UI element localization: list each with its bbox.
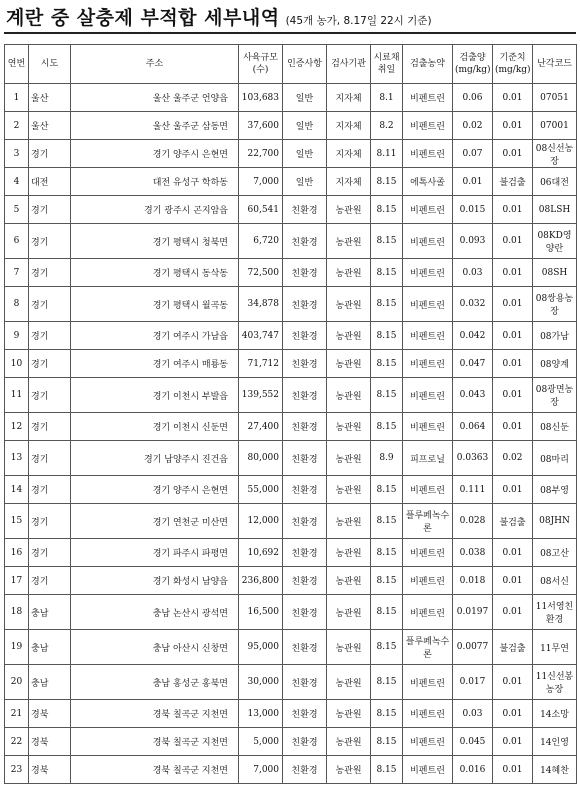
cell-inspector: 지자체 (327, 84, 371, 112)
cell-egg-code: 08부영 (533, 476, 577, 504)
cell-egg-code: 14인영 (533, 728, 577, 756)
cell-inspector: 농관원 (327, 504, 371, 539)
cell-certification: 친환경 (283, 476, 327, 504)
cell-limit: 0.01 (493, 539, 533, 567)
cell-inspector: 농관원 (327, 350, 371, 378)
cell-limit: 불검출 (493, 168, 533, 196)
cell-limit: 0.01 (493, 350, 533, 378)
cell-inspector: 농관원 (327, 413, 371, 441)
table-row (5, 350, 577, 378)
header-row (5, 45, 577, 84)
cell-limit: 0.01 (493, 224, 533, 259)
cell-province: 경북 (29, 756, 71, 784)
cell-egg-code: 14소망 (533, 700, 577, 728)
cell-pesticide: 비펜트린 (403, 259, 453, 287)
cell-address: 경기 광주시 곤지암읍 (71, 196, 239, 224)
table-row (5, 595, 577, 630)
cell-flock-size: 103,683 (239, 84, 283, 112)
cell-address: 경기 파주시 파평면 (71, 539, 239, 567)
cell-flock-size: 139,552 (239, 378, 283, 413)
cell-inspector: 농관원 (327, 539, 371, 567)
cell-pesticide: 비펜트린 (403, 476, 453, 504)
cell-flock-size: 7,000 (239, 168, 283, 196)
cell-detected: 0.093 (453, 224, 493, 259)
cell-limit: 0.01 (493, 595, 533, 630)
cell-sample-date: 8.15 (371, 539, 403, 567)
cell-flock-size: 71,712 (239, 350, 283, 378)
cell-pesticide: 피프로닐 (403, 441, 453, 476)
cell-sample-date: 8.11 (371, 140, 403, 168)
cell-pesticide: 비펜트린 (403, 665, 453, 700)
cell-no: 12 (5, 413, 29, 441)
cell-address: 경북 칠곡군 지천면 (71, 728, 239, 756)
cell-detected: 0.064 (453, 413, 493, 441)
cell-flock-size: 10,692 (239, 539, 283, 567)
cell-limit: 0.01 (493, 322, 533, 350)
cell-limit: 0.01 (493, 140, 533, 168)
cell-flock-size: 60,541 (239, 196, 283, 224)
table-body (5, 84, 577, 784)
cell-flock-size: 236,800 (239, 567, 283, 595)
cell-certification: 친환경 (283, 441, 327, 476)
cell-certification: 일반 (283, 84, 327, 112)
cell-inspector: 지자체 (327, 168, 371, 196)
header-col-province: 시도 (29, 45, 71, 84)
cell-egg-code: 08양계 (533, 350, 577, 378)
cell-egg-code: 08광면농장 (533, 378, 577, 413)
cell-address: 경기 평택시 청북면 (71, 224, 239, 259)
cell-no: 13 (5, 441, 29, 476)
table-row (5, 140, 577, 168)
cell-sample-date: 8.15 (371, 756, 403, 784)
cell-address: 경기 여주시 매룡동 (71, 350, 239, 378)
cell-inspector: 농관원 (327, 441, 371, 476)
cell-detected: 0.0077 (453, 630, 493, 665)
header-col-no: 연번 (5, 45, 29, 84)
cell-egg-code: 08서신 (533, 567, 577, 595)
table-row (5, 630, 577, 665)
cell-detected: 0.06 (453, 84, 493, 112)
table-row (5, 84, 577, 112)
cell-flock-size: 30,000 (239, 665, 283, 700)
cell-detected: 0.015 (453, 196, 493, 224)
cell-certification: 일반 (283, 112, 327, 140)
cell-address: 경기 여주시 가남읍 (71, 322, 239, 350)
cell-limit: 0.01 (493, 728, 533, 756)
cell-limit: 0.01 (493, 287, 533, 322)
table-row (5, 728, 577, 756)
cell-flock-size: 37,600 (239, 112, 283, 140)
cell-limit: 0.01 (493, 196, 533, 224)
table-row (5, 378, 577, 413)
cell-province: 경북 (29, 700, 71, 728)
cell-address: 경기 평택시 월곡동 (71, 287, 239, 322)
cell-egg-code: 08JHN (533, 504, 577, 539)
cell-sample-date: 8.15 (371, 378, 403, 413)
cell-inspector: 지자체 (327, 140, 371, 168)
cell-pesticide: 비펜트린 (403, 378, 453, 413)
cell-egg-code: 11무연 (533, 630, 577, 665)
cell-sample-date: 8.15 (371, 476, 403, 504)
cell-detected: 0.03 (453, 259, 493, 287)
cell-inspector: 농관원 (327, 756, 371, 784)
cell-certification: 친환경 (283, 504, 327, 539)
cell-address: 경기 평택시 동삭동 (71, 259, 239, 287)
cell-address: 울산 울주군 삼동면 (71, 112, 239, 140)
cell-sample-date: 8.15 (371, 287, 403, 322)
cell-no: 17 (5, 567, 29, 595)
cell-certification: 친환경 (283, 196, 327, 224)
cell-pesticide: 비펜트린 (403, 140, 453, 168)
table-row (5, 756, 577, 784)
cell-limit: 0.01 (493, 378, 533, 413)
table-row (5, 112, 577, 140)
header-col-pesticide: 검출농약 (403, 45, 453, 84)
cell-province: 경기 (29, 378, 71, 413)
cell-limit: 0.01 (493, 413, 533, 441)
cell-detected: 0.032 (453, 287, 493, 322)
cell-no: 20 (5, 665, 29, 700)
cell-province: 경기 (29, 476, 71, 504)
cell-certification: 친환경 (283, 567, 327, 595)
cell-province: 경기 (29, 539, 71, 567)
cell-inspector: 농관원 (327, 196, 371, 224)
cell-no: 22 (5, 728, 29, 756)
cell-sample-date: 8.15 (371, 350, 403, 378)
cell-pesticide: 비펜트린 (403, 350, 453, 378)
cell-egg-code: 11신선봉농장 (533, 665, 577, 700)
cell-detected: 0.042 (453, 322, 493, 350)
cell-detected: 0.01 (453, 168, 493, 196)
cell-inspector: 농관원 (327, 728, 371, 756)
cell-egg-code: 08신선농장 (533, 140, 577, 168)
cell-detected: 0.016 (453, 756, 493, 784)
cell-limit: 0.01 (493, 84, 533, 112)
cell-no: 3 (5, 140, 29, 168)
cell-address: 경기 화성시 남양읍 (71, 567, 239, 595)
cell-egg-code: 07001 (533, 112, 577, 140)
cell-province: 울산 (29, 112, 71, 140)
cell-no: 23 (5, 756, 29, 784)
cell-certification: 친환경 (283, 756, 327, 784)
cell-detected: 0.038 (453, 539, 493, 567)
table-row (5, 287, 577, 322)
cell-pesticide: 비펜트린 (403, 84, 453, 112)
cell-address: 충남 홍성군 홍북면 (71, 665, 239, 700)
cell-detected: 0.028 (453, 504, 493, 539)
cell-egg-code: 11서영친환경 (533, 595, 577, 630)
cell-egg-code: 14혜찬 (533, 756, 577, 784)
cell-pesticide: 플루페녹수론 (403, 504, 453, 539)
cell-sample-date: 8.15 (371, 504, 403, 539)
table-row (5, 665, 577, 700)
title-underline (4, 32, 576, 34)
header-col-egg-code: 난각코드 (533, 45, 577, 84)
table-row (5, 322, 577, 350)
cell-detected: 0.0363 (453, 441, 493, 476)
cell-sample-date: 8.15 (371, 196, 403, 224)
table-row (5, 700, 577, 728)
cell-pesticide: 비펜트린 (403, 322, 453, 350)
cell-inspector: 농관원 (327, 630, 371, 665)
cell-sample-date: 8.1 (371, 84, 403, 112)
table-row (5, 504, 577, 539)
cell-egg-code: 08신둔 (533, 413, 577, 441)
cell-no: 4 (5, 168, 29, 196)
cell-inspector: 농관원 (327, 665, 371, 700)
table-row (5, 539, 577, 567)
cell-province: 경기 (29, 140, 71, 168)
cell-province: 경기 (29, 413, 71, 441)
cell-limit: 불검출 (493, 504, 533, 539)
cell-sample-date: 8.15 (371, 168, 403, 196)
pesticide-table (4, 44, 577, 784)
cell-limit: 0.01 (493, 476, 533, 504)
cell-sample-date: 8.15 (371, 595, 403, 630)
cell-egg-code: 08고산 (533, 539, 577, 567)
cell-sample-date: 8.15 (371, 700, 403, 728)
cell-certification: 일반 (283, 168, 327, 196)
cell-detected: 0.0197 (453, 595, 493, 630)
cell-no: 11 (5, 378, 29, 413)
header-col-limit: 기준치(mg/kg) (493, 45, 533, 84)
cell-sample-date: 8.9 (371, 441, 403, 476)
cell-detected: 0.111 (453, 476, 493, 504)
cell-no: 1 (5, 84, 29, 112)
cell-certification: 친환경 (283, 728, 327, 756)
cell-province: 경기 (29, 350, 71, 378)
cell-sample-date: 8.15 (371, 630, 403, 665)
page-title: 계란 중 살충제 부적합 세부내역 (6, 7, 280, 29)
cell-no: 14 (5, 476, 29, 504)
cell-certification: 친환경 (283, 700, 327, 728)
cell-detected: 0.07 (453, 140, 493, 168)
cell-egg-code: 08마리 (533, 441, 577, 476)
cell-address: 충남 논산시 광석면 (71, 595, 239, 630)
cell-flock-size: 95,000 (239, 630, 283, 665)
cell-no: 5 (5, 196, 29, 224)
cell-detected: 0.043 (453, 378, 493, 413)
cell-detected: 0.02 (453, 112, 493, 140)
cell-sample-date: 8.15 (371, 259, 403, 287)
cell-address: 경기 남양주시 진건읍 (71, 441, 239, 476)
cell-no: 18 (5, 595, 29, 630)
cell-detected: 0.047 (453, 350, 493, 378)
cell-address: 경북 칠곡군 지천면 (71, 756, 239, 784)
cell-sample-date: 8.15 (371, 322, 403, 350)
cell-egg-code: 08KD영양란 (533, 224, 577, 259)
cell-sample-date: 8.15 (371, 665, 403, 700)
cell-province: 경기 (29, 322, 71, 350)
header-col-flock-size: 사육규모(수) (239, 45, 283, 84)
cell-address: 경기 이천시 신둔면 (71, 413, 239, 441)
cell-detected: 0.018 (453, 567, 493, 595)
cell-flock-size: 12,000 (239, 504, 283, 539)
cell-address: 울산 울주군 언양읍 (71, 84, 239, 112)
cell-flock-size: 22,700 (239, 140, 283, 168)
cell-no: 10 (5, 350, 29, 378)
cell-inspector: 농관원 (327, 378, 371, 413)
cell-address: 경기 양주시 은현면 (71, 140, 239, 168)
cell-province: 경기 (29, 224, 71, 259)
cell-province: 충남 (29, 630, 71, 665)
cell-province: 경기 (29, 259, 71, 287)
cell-inspector: 농관원 (327, 224, 371, 259)
cell-inspector: 농관원 (327, 287, 371, 322)
cell-pesticide: 비펜트린 (403, 287, 453, 322)
cell-certification: 친환경 (283, 287, 327, 322)
cell-province: 경기 (29, 287, 71, 322)
cell-no: 7 (5, 259, 29, 287)
table-row (5, 196, 577, 224)
cell-sample-date: 8.15 (371, 224, 403, 259)
cell-flock-size: 27,400 (239, 413, 283, 441)
cell-egg-code: 08SH (533, 259, 577, 287)
cell-limit: 0.01 (493, 756, 533, 784)
table-row (5, 168, 577, 196)
cell-inspector: 농관원 (327, 700, 371, 728)
cell-no: 8 (5, 287, 29, 322)
cell-inspector: 농관원 (327, 595, 371, 630)
cell-no: 15 (5, 504, 29, 539)
cell-certification: 친환경 (283, 322, 327, 350)
cell-pesticide: 비펜트린 (403, 756, 453, 784)
table-row (5, 476, 577, 504)
cell-no: 6 (5, 224, 29, 259)
table-row (5, 259, 577, 287)
cell-no: 19 (5, 630, 29, 665)
cell-address: 경북 칠곡군 지천면 (71, 700, 239, 728)
cell-inspector: 지자체 (327, 112, 371, 140)
cell-limit: 불검출 (493, 630, 533, 665)
cell-certification: 일반 (283, 140, 327, 168)
cell-province: 경기 (29, 504, 71, 539)
cell-flock-size: 403,747 (239, 322, 283, 350)
cell-address: 경기 이천시 부발읍 (71, 378, 239, 413)
cell-flock-size: 34,878 (239, 287, 283, 322)
cell-flock-size: 80,000 (239, 441, 283, 476)
cell-certification: 친환경 (283, 350, 327, 378)
cell-province: 경기 (29, 567, 71, 595)
cell-pesticide: 비펜트린 (403, 539, 453, 567)
cell-no: 9 (5, 322, 29, 350)
cell-sample-date: 8.2 (371, 112, 403, 140)
cell-limit: 0.01 (493, 665, 533, 700)
cell-address: 대전 유성구 학하동 (71, 168, 239, 196)
cell-inspector: 농관원 (327, 322, 371, 350)
header-col-address: 주소 (71, 45, 239, 84)
cell-limit: 0.02 (493, 441, 533, 476)
cell-pesticide: 비펜트린 (403, 700, 453, 728)
cell-flock-size: 6,720 (239, 224, 283, 259)
cell-certification: 친환경 (283, 259, 327, 287)
cell-certification: 친환경 (283, 413, 327, 441)
cell-pesticide: 비펜트린 (403, 567, 453, 595)
cell-no: 16 (5, 539, 29, 567)
cell-egg-code: 08가남 (533, 322, 577, 350)
cell-province: 경북 (29, 728, 71, 756)
table-header (5, 45, 577, 84)
cell-limit: 0.01 (493, 259, 533, 287)
cell-no: 2 (5, 112, 29, 140)
cell-certification: 친환경 (283, 224, 327, 259)
cell-sample-date: 8.15 (371, 728, 403, 756)
cell-detected: 0.017 (453, 665, 493, 700)
header-col-detected: 검출양(mg/kg) (453, 45, 493, 84)
cell-egg-code: 07051 (533, 84, 577, 112)
cell-province: 울산 (29, 84, 71, 112)
cell-pesticide: 비펜트린 (403, 196, 453, 224)
cell-province: 충남 (29, 595, 71, 630)
cell-no: 21 (5, 700, 29, 728)
cell-province: 경기 (29, 196, 71, 224)
table-row (5, 441, 577, 476)
header-col-certification: 인증사항 (283, 45, 327, 84)
cell-flock-size: 13,000 (239, 700, 283, 728)
cell-certification: 친환경 (283, 665, 327, 700)
cell-pesticide: 비펜트린 (403, 595, 453, 630)
table-row (5, 567, 577, 595)
cell-address: 경기 양주시 은현면 (71, 476, 239, 504)
cell-province: 경기 (29, 441, 71, 476)
cell-flock-size: 16,500 (239, 595, 283, 630)
header-col-sample-date: 시료채취일 (371, 45, 403, 84)
cell-pesticide: 플루페녹수론 (403, 630, 453, 665)
cell-flock-size: 72,500 (239, 259, 283, 287)
cell-province: 대전 (29, 168, 71, 196)
cell-pesticide: 에톡사졸 (403, 168, 453, 196)
cell-inspector: 농관원 (327, 476, 371, 504)
cell-address: 충남 아산시 신창면 (71, 630, 239, 665)
cell-limit: 0.01 (493, 567, 533, 595)
cell-certification: 친환경 (283, 595, 327, 630)
header-col-inspector: 검사기관 (327, 45, 371, 84)
cell-certification: 친환경 (283, 539, 327, 567)
cell-address: 경기 연천군 미산면 (71, 504, 239, 539)
cell-pesticide: 비펜트린 (403, 413, 453, 441)
cell-pesticide: 비펜트린 (403, 112, 453, 140)
cell-limit: 0.01 (493, 112, 533, 140)
cell-sample-date: 8.15 (371, 413, 403, 441)
cell-inspector: 농관원 (327, 567, 371, 595)
cell-egg-code: 08쌍용농장 (533, 287, 577, 322)
cell-limit: 0.01 (493, 700, 533, 728)
cell-sample-date: 8.15 (371, 567, 403, 595)
cell-detected: 0.03 (453, 700, 493, 728)
cell-pesticide: 비펜트린 (403, 224, 453, 259)
cell-province: 충남 (29, 665, 71, 700)
cell-egg-code: 06대전 (533, 168, 577, 196)
cell-egg-code: 08LSH (533, 196, 577, 224)
cell-pesticide: 비펜트린 (403, 728, 453, 756)
table-row (5, 413, 577, 441)
page-subtitle: (45개 농가, 8.17일 22시 기준) (285, 15, 432, 27)
cell-flock-size: 55,000 (239, 476, 283, 504)
cell-certification: 친환경 (283, 630, 327, 665)
cell-flock-size: 5,000 (239, 728, 283, 756)
table-row (5, 224, 577, 259)
cell-inspector: 농관원 (327, 259, 371, 287)
cell-detected: 0.045 (453, 728, 493, 756)
cell-certification: 친환경 (283, 378, 327, 413)
cell-flock-size: 7,000 (239, 756, 283, 784)
